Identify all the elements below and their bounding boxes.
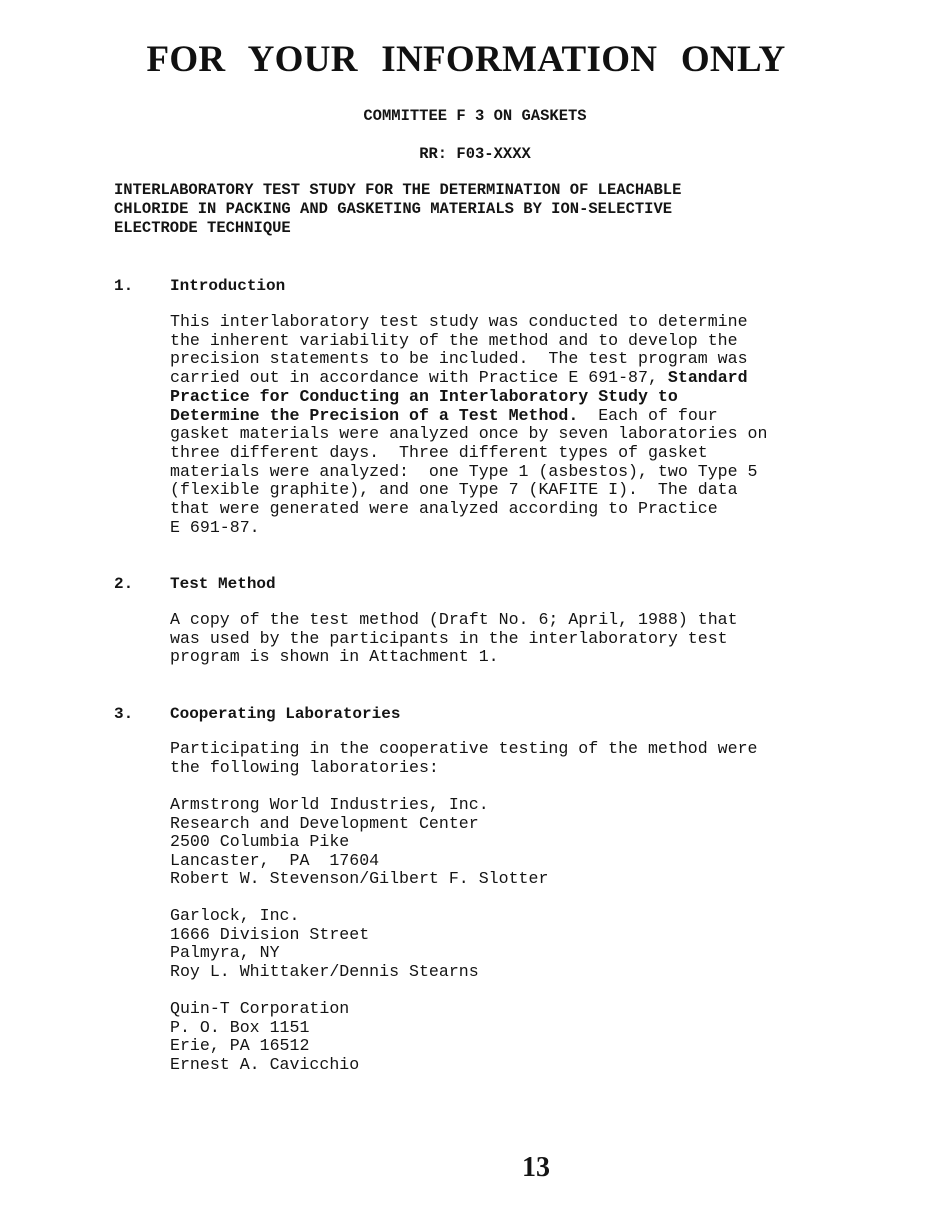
title-line: ELECTRODE TECHNIQUE (114, 219, 291, 238)
paragraph-line: the inherent variability of the method and to develop the (170, 330, 738, 350)
paragraph-line (170, 388, 870, 407)
paragraph-line: that were generated were analyzed according to Practice (170, 499, 718, 519)
test-method-paragraph (170, 611, 870, 667)
address-line: Research and Development Center (170, 813, 479, 833)
address-line: Ernest A. Cavicchio (170, 1054, 360, 1074)
paragraph-line: three different days. Three different types of gasket (170, 442, 708, 462)
practice-title-bold: Standard (667, 368, 748, 388)
paragraph-text: Each of four (578, 405, 718, 425)
section-number: 3. (114, 705, 134, 723)
paragraph-line: gasket materials were analyzed once by seven laboratories on (170, 424, 768, 444)
address-line: P. O. Box 1151 (170, 1017, 310, 1037)
paragraph-line: E 691-87. (170, 517, 260, 537)
paragraph-text: carried out in accordance with Practice E 691-87, (170, 368, 668, 388)
laboratory-address (170, 796, 770, 889)
document-title (114, 181, 834, 239)
paragraph-line: the following laboratories: (170, 757, 439, 777)
laboratories-intro-paragraph (170, 740, 870, 777)
paragraph-line (170, 369, 870, 388)
paragraph-line: program is shown in Attachment 1. (170, 647, 499, 667)
address-line: 1666 Division Street (170, 924, 370, 944)
address-line: Roy L. Whittaker/Dennis Stearns (170, 961, 479, 981)
paragraph-line: This interlaboratory test study was conducted to determine (170, 312, 748, 331)
committee-line: COMMITTEE F 3 ON GASKETS (363, 107, 587, 125)
paragraph-line: Participating in the cooperative testing of the method were (170, 739, 758, 758)
page-number: 13 (522, 1152, 550, 1183)
address-line: Robert W. Stevenson/Gilbert F. Slotter (170, 869, 549, 888)
title-line: CHLORIDE IN PACKING AND GASKETING MATERIALS BY ION-SELECTIVE (114, 200, 673, 219)
address-line: Erie, PA 16512 (170, 1036, 310, 1055)
section-heading-introduction: Introduction (170, 277, 286, 295)
section-heading-cooperating-laboratories: Cooperating Laboratories (170, 705, 401, 723)
section-number: 2. (114, 575, 134, 593)
banner-heading: FOR YOUR INFORMATION ONLY (146, 39, 786, 80)
rr-number: RR: F03-XXXX (419, 145, 531, 163)
laboratory-address (170, 907, 770, 981)
paragraph-line: A copy of the test method (Draft No. 6; April, 1988) that (170, 610, 738, 629)
paragraph-line: precision statements to be included. The test program was (170, 349, 748, 369)
address-line: 2500 Columbia Pike (170, 832, 350, 851)
practice-title-bold: Practice for Conducting an Interlaboratory Study to (170, 386, 678, 406)
address-line: Armstrong World Industries, Inc. (170, 795, 489, 814)
paragraph-line: materials were analyzed: one Type 1 (asbestos), two Type 5 (170, 461, 758, 481)
practice-title-bold: Determine the Precision of a Test Method. (170, 405, 579, 425)
address-line: Lancaster, PA 17604 (170, 850, 380, 870)
paragraph-line (170, 407, 870, 426)
paragraph-line: was used by the participants in the interlaboratory test (170, 628, 728, 648)
introduction-paragraph (170, 313, 870, 537)
address-line: Quin-T Corporation (170, 999, 350, 1018)
title-line: INTERLABORATORY TEST STUDY FOR THE DETERMINATION OF LEACHABLE (114, 181, 682, 199)
section-number: 1. (114, 277, 134, 295)
section-heading-test-method: Test Method (170, 575, 276, 593)
paragraph-line: (flexible graphite), and one Type 7 (KAFITE I). The data (170, 480, 738, 500)
address-line: Palmyra, NY (170, 943, 280, 962)
address-line: Garlock, Inc. (170, 906, 300, 925)
laboratory-address (170, 1000, 770, 1074)
